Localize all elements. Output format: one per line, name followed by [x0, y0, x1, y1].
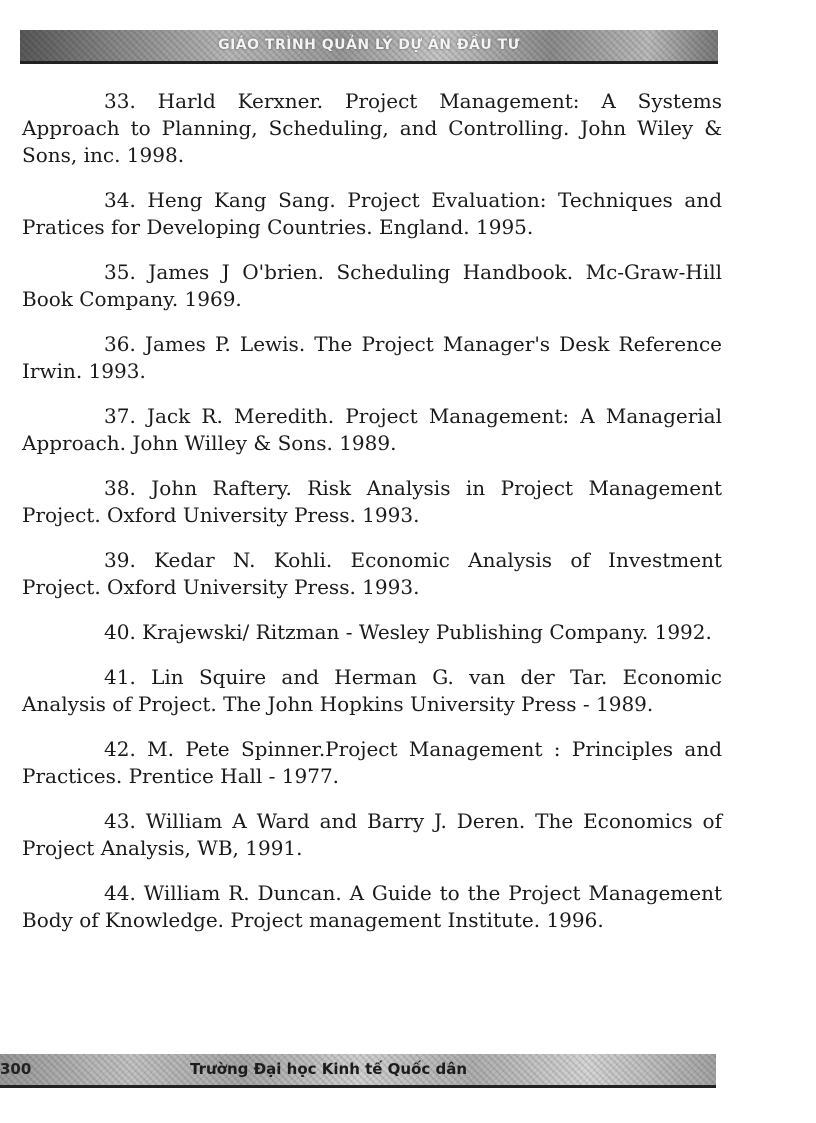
reference-text: James J O'brien. Scheduling Handbook. Mc-Graw-Hill Book Company. 1969. — [22, 260, 723, 311]
reference-text: James P. Lewis. The Project Manager's Desk Reference Irwin. 1993. — [22, 332, 722, 383]
reference-item — [22, 331, 722, 385]
reference-item — [22, 664, 722, 718]
reference-text: John Raftery. Risk Analysis in Project Management Project. Oxford University Press. 1993. — [22, 476, 723, 527]
reference-text: Jack R. Meredith. Project Management: A Managerial Approach. John Willey & Sons. 1989. — [22, 404, 723, 455]
reference-item — [22, 88, 722, 169]
reference-item — [22, 619, 722, 646]
reference-item — [22, 736, 722, 790]
reference-number: 38. — [104, 476, 136, 500]
running-header — [20, 30, 718, 64]
header-title: GIÁO TRÌNH QUẢN LÝ DỰ ÁN ĐẦU TƯ — [218, 37, 520, 53]
reference-list — [22, 88, 722, 952]
reference-text: William A Ward and Barry J. Deren. The Economics of Project Analysis, WB, 1991. — [22, 809, 722, 860]
reference-text: Heng Kang Sang. Project Evaluation: Techniques and Pratices for Developing Countries. England. 1995. — [22, 188, 722, 239]
reference-item — [22, 547, 722, 601]
reference-number: 43. — [104, 809, 136, 833]
reference-item — [22, 403, 722, 457]
reference-number: 40. — [104, 620, 136, 644]
reference-text: Lin Squire and Herman G. van der Tar. Economic Analysis of Project. The John Hopkins University Press - 1989. — [22, 665, 723, 716]
page-number: 300 — [0, 1060, 32, 1078]
reference-text: Kedar N. Kohli. Economic Analysis of Investment Project. Oxford University Press. 1993. — [22, 548, 722, 599]
reference-text: Harld Kerxner. Project Management: A Systems Approach to Planning, Scheduling, and Controlling. John Wiley & Sons, inc. 1998. — [22, 89, 723, 167]
reference-number: 39. — [104, 548, 136, 572]
reference-number: 35. — [104, 260, 136, 284]
reference-item — [22, 808, 722, 862]
reference-number: 44. — [104, 881, 136, 905]
reference-text: William R. Duncan. A Guide to the Project Management Body of Knowledge. Project management Institute. 1996. — [22, 881, 722, 932]
reference-item — [22, 880, 722, 934]
reference-number: 42. — [104, 737, 136, 761]
reference-number: 33. — [104, 89, 136, 113]
reference-number: 36. — [104, 332, 136, 356]
reference-item — [22, 259, 722, 313]
reference-text: Krajewski/ Ritzman - Wesley Publishing Company. 1992. — [142, 620, 712, 644]
reference-number: 34. — [104, 188, 136, 212]
reference-item — [22, 475, 722, 529]
reference-text: M. Pete Spinner.Project Management : Principles and Practices. Prentice Hall - 1977. — [22, 737, 723, 788]
footer-title: Trường Đại học Kinh tế Quốc dân — [190, 1060, 468, 1078]
running-footer — [0, 1054, 716, 1088]
reference-number: 37. — [104, 404, 136, 428]
reference-item — [22, 187, 722, 241]
reference-number: 41. — [104, 665, 136, 689]
